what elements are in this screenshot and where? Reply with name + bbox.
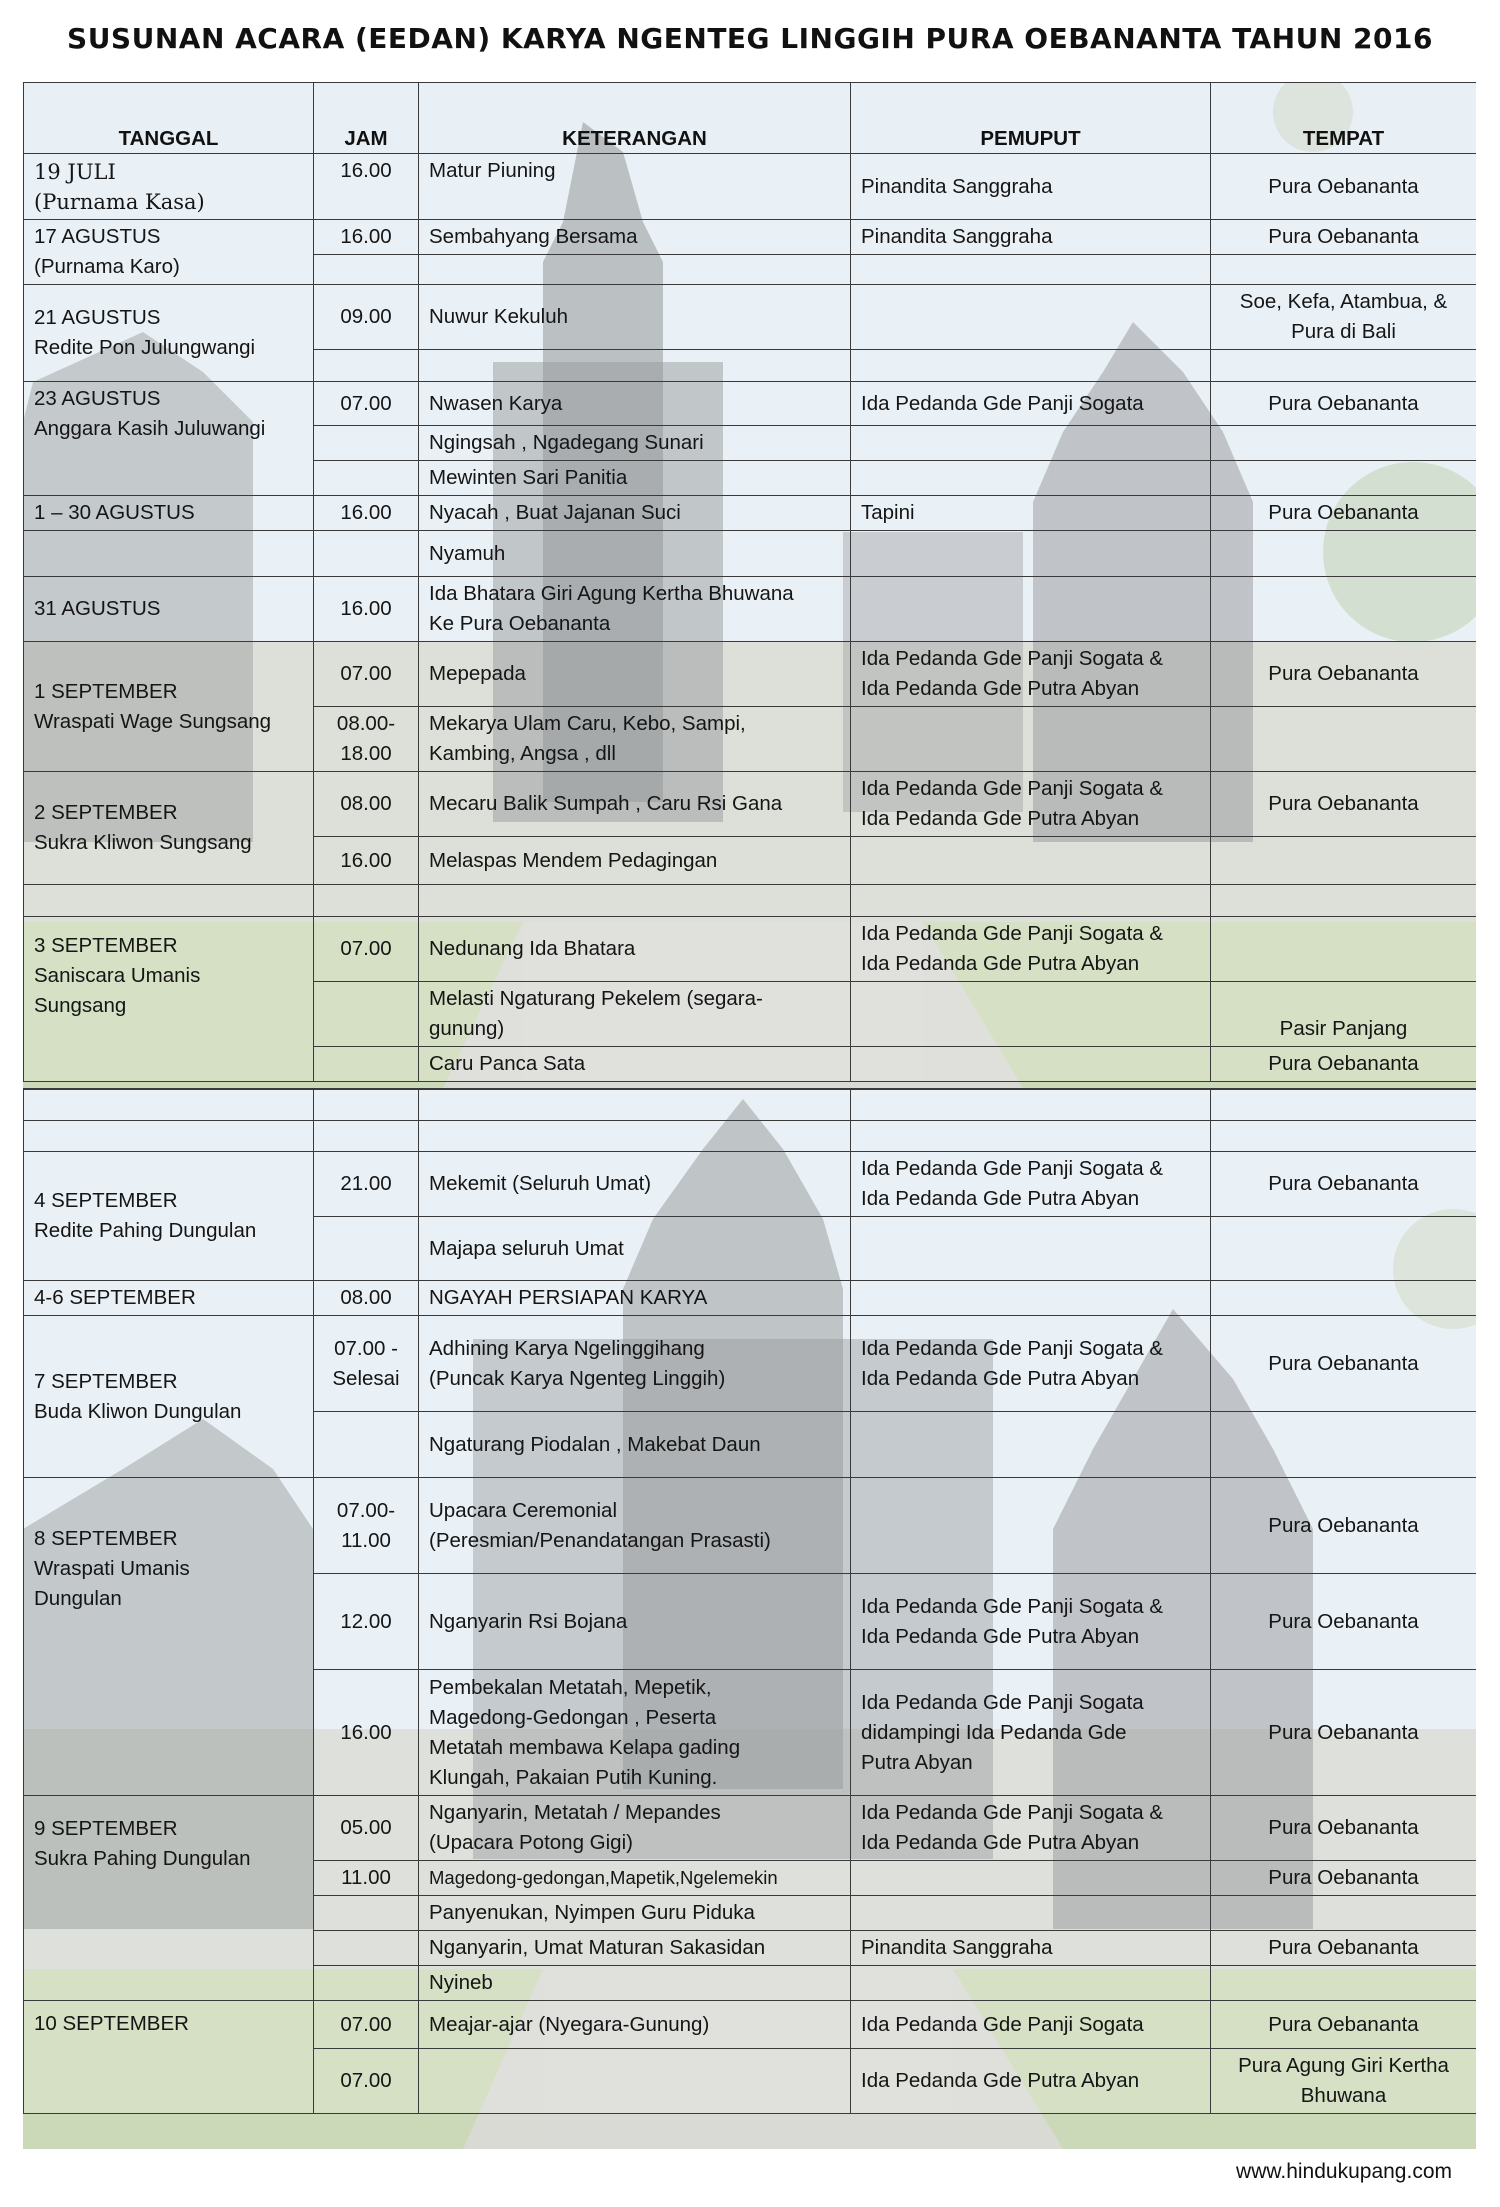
cell-empty: [314, 1412, 419, 1478]
desc-text: Metatah membawa Kelapa gading: [429, 1735, 741, 1759]
header-tanggal: TANGGAL: [24, 83, 314, 154]
cell-tempat: Pura Oebananta: [1211, 154, 1477, 220]
desc-text: Adhining Karya Ngelinggihang: [429, 1336, 705, 1360]
cell-pemuput: Pinandita Sanggraha: [851, 220, 1211, 255]
table-row: [24, 285, 1477, 350]
header-pemuput: PEMUPUT: [851, 83, 1211, 154]
officiant-text: Ida Pedanda Gde Panji Sogata &: [861, 1594, 1164, 1618]
cell-jam: 12.00: [314, 1574, 419, 1670]
cell-keterangan: Nwasen Karya: [419, 382, 851, 426]
desc-text: Ida Bhatara Giri Agung Kertha Bhuwana: [429, 582, 794, 605]
cell-empty: [314, 982, 419, 1047]
cell-empty: [1211, 461, 1477, 496]
cell-keterangan: Panyenukan, Nyimpen Guru Piduka: [419, 1896, 851, 1931]
cell-empty: [1211, 350, 1477, 382]
cell-empty: [1211, 917, 1477, 982]
cell-tanggal: [24, 917, 314, 1082]
cell-empty: [851, 885, 1211, 917]
cell-tempat: Pura Oebananta: [1211, 1478, 1477, 1574]
cell-jam: 07.00: [314, 642, 419, 707]
desc-text: Upacara Ceremonial: [429, 1498, 618, 1522]
cell-empty: [1211, 837, 1477, 885]
cell-keterangan: Mepepada: [419, 642, 851, 707]
date-text: 17 AGUSTUS: [34, 225, 161, 248]
cell-tempat: Pura Oebananta: [1211, 1574, 1477, 1670]
desc-text: Nganyarin, Metatah / Mepandes: [429, 1801, 721, 1824]
cell-empty: [314, 461, 419, 496]
cell-empty: [24, 885, 314, 917]
desc-text: Klungah, Pakaian Putih Kuning.: [429, 1765, 718, 1789]
cell-tanggal: [24, 220, 314, 285]
cell-jam: 16.00: [314, 496, 419, 531]
cell-empty: [314, 531, 419, 577]
schedule-table-2: [23, 1089, 1476, 2114]
officiant-text: Ida Pedanda Gde Panji Sogata &: [861, 1336, 1164, 1360]
table-row: [24, 382, 1477, 426]
cell-pemuput: [851, 1796, 1211, 1861]
day-text: Wraspati Umanis: [34, 1557, 190, 1580]
cell-empty: [1211, 885, 1477, 917]
cell-empty: [1211, 1217, 1477, 1281]
cell-jam: 21.00: [314, 1152, 419, 1217]
desc-text: (Peresmian/Penandatangan Prasasti): [429, 1528, 771, 1552]
day-text: Redite Pon Julungwangi: [34, 336, 256, 359]
table-row: [24, 885, 1477, 917]
date-text: 23 AGUSTUS: [34, 387, 161, 410]
cell-tempat: Pura Oebananta: [1211, 2001, 1477, 2049]
cell-tempat: Pasir Panjang: [1211, 982, 1477, 1047]
cell-keterangan: [419, 577, 851, 642]
cell-pemuput: [851, 1316, 1211, 1412]
cell-empty: [851, 350, 1211, 382]
cell-empty: [419, 1090, 851, 1121]
day-text: Sukra Kliwon Sungsang: [34, 831, 252, 854]
cell-jam: [314, 707, 419, 772]
cell-keterangan: Nganyarin, Umat Maturan Sakasidan: [419, 1931, 851, 1966]
officiant-text: Ida Pedanda Gde Panji Sogata &: [861, 1801, 1164, 1824]
cell-keterangan: Sembahyang Bersama: [419, 220, 851, 255]
cell-tempat: Pura Oebananta: [1211, 1047, 1477, 1082]
day-text: (Purnama Kasa): [34, 189, 205, 214]
cell-tanggal: [24, 1796, 314, 2001]
day-text: Sungsang: [34, 994, 127, 1017]
time-text: 11.00: [341, 1528, 391, 1552]
cell-keterangan: [419, 1316, 851, 1412]
officiant-text: Ida Pedanda Gde Putra Abyan: [861, 1831, 1140, 1854]
cell-empty: [851, 1281, 1211, 1316]
cell-pemuput: Ida Pedanda Gde Panji Sogata: [851, 2001, 1211, 2049]
cell-jam: 16.00: [314, 577, 419, 642]
officiant-text: Ida Pedanda Gde Putra Abyan: [861, 807, 1140, 830]
desc-text: Magedong-Gedongan , Peserta: [429, 1705, 717, 1729]
cell-empty: [851, 577, 1211, 642]
cell-empty: [24, 1121, 314, 1152]
cell-empty: [1211, 1281, 1477, 1316]
place-text: Pura Agung Giri Kertha: [1238, 2054, 1449, 2077]
cell-empty: [314, 1121, 419, 1152]
cell-empty: [419, 1121, 851, 1152]
table-row: [24, 642, 1477, 707]
date-text: 9 SEPTEMBER: [34, 1817, 178, 1840]
date-text: 4 SEPTEMBER: [34, 1189, 178, 1212]
table-row: [24, 1090, 1477, 1121]
time-text: 18.00: [340, 742, 392, 765]
cell-keterangan: Ngaturang Piodalan , Makebat Daun: [419, 1412, 851, 1478]
table-row: [24, 577, 1477, 642]
cell-keterangan: Caru Panca Sata: [419, 1047, 851, 1082]
cell-jam: 16.00: [314, 154, 419, 220]
cell-pemuput: [851, 772, 1211, 837]
date-text: 3 SEPTEMBER: [34, 934, 178, 957]
cell-empty: [314, 1217, 419, 1281]
cell-pemuput: Pinandita Sanggraha: [851, 154, 1211, 220]
cell-keterangan: Nyacah , Buat Jajanan Suci: [419, 496, 851, 531]
cell-keterangan: NGAYAH PERSIAPAN KARYA: [419, 1281, 851, 1316]
cell-keterangan: Ngingsah , Ngadegang Sunari: [419, 426, 851, 461]
cell-pemuput: [851, 1574, 1211, 1670]
place-text: Bhuwana: [1300, 2084, 1387, 2107]
cell-empty: [851, 1090, 1211, 1121]
date-text: 1 SEPTEMBER: [34, 679, 178, 703]
cell-tempat: [1211, 285, 1477, 350]
cell-tempat: Pura Oebananta: [1211, 382, 1477, 426]
cell-empty: [314, 1931, 419, 1966]
cell-keterangan: Mecaru Balik Sumpah , Caru Rsi Gana: [419, 772, 851, 837]
cell-keterangan: [419, 1670, 851, 1796]
cell-keterangan: Meajar-ajar (Nyegara-Gunung): [419, 2001, 851, 2049]
officiant-text: Ida Pedanda Gde Panji Sogata &: [861, 647, 1164, 670]
time-text: 07.00 -: [334, 1336, 398, 1360]
table-row: [24, 772, 1477, 837]
day-text: Dungulan: [34, 1587, 122, 1610]
cell-empty: [851, 1896, 1211, 1931]
cell-pemuput: [851, 642, 1211, 707]
officiant-text: Ida Pedanda Gde Panji Sogata &: [861, 1157, 1164, 1180]
cell-empty: [1211, 577, 1477, 642]
cell-keterangan: Majapa seluruh Umat: [419, 1217, 851, 1281]
cell-tanggal: [24, 1316, 314, 1478]
cell-tempat: Pura Oebananta: [1211, 220, 1477, 255]
cell-empty: [851, 1047, 1211, 1082]
cell-jam: 16.00: [314, 837, 419, 885]
officiant-text: Ida Pedanda Gde Putra Abyan: [861, 1624, 1140, 1648]
cell-keterangan: [419, 982, 851, 1047]
cell-empty: [1211, 1121, 1477, 1152]
day-text: Buda Kliwon Dungulan: [34, 1399, 242, 1423]
cell-empty: [24, 531, 314, 577]
cell-empty: [851, 982, 1211, 1047]
date-text: 2 SEPTEMBER: [34, 801, 178, 824]
cell-keterangan: [419, 1796, 851, 1861]
cell-tanggal: 4-6 SEPTEMBER: [24, 1281, 314, 1316]
cell-pemuput: [851, 1670, 1211, 1796]
cell-jam: 07.00: [314, 2049, 419, 2114]
cell-empty: [314, 1090, 419, 1121]
cell-empty: [1211, 426, 1477, 461]
cell-empty: [851, 1861, 1211, 1896]
table-row: [24, 1121, 1477, 1152]
website-url: www.hindukupang.com: [1236, 2160, 1452, 2183]
time-text: Selesai: [332, 1366, 400, 1390]
table-row: [24, 1281, 1477, 1316]
officiant-text: didampingi Ida Pedanda Gde: [861, 1720, 1127, 1744]
cell-pemuput: [851, 1152, 1211, 1217]
cell-empty: [24, 1090, 314, 1121]
table-row: [24, 1796, 1477, 1861]
table-row: [24, 496, 1477, 531]
place-text: Pura di Bali: [1291, 320, 1396, 343]
cell-empty: [1211, 531, 1477, 577]
cell-tanggal: [24, 382, 314, 496]
cell-empty: [314, 1047, 419, 1082]
table-row: [24, 1316, 1477, 1412]
cell-tanggal: [24, 154, 314, 220]
officiant-text: Ida Pedanda Gde Putra Abyan: [861, 1366, 1140, 1390]
cell-keterangan: Nedunang Ida Bhatara: [419, 917, 851, 982]
date-text: 21 AGUSTUS: [34, 306, 161, 329]
desc-text: (Puncak Karya Ngenteg Linggih): [429, 1366, 726, 1390]
table-row: [24, 154, 1477, 220]
cell-keterangan: Nuwur Kekuluh: [419, 285, 851, 350]
cell-tempat: [1211, 2049, 1477, 2114]
officiant-text: Ida Pedanda Gde Putra Abyan: [861, 1187, 1140, 1210]
cell-tanggal: [24, 772, 314, 885]
cell-pemuput: Ida Pedanda Gde Putra Abyan: [851, 2049, 1211, 2114]
cell-keterangan: Magedong-gedongan,Mapetik,Ngelemekin: [419, 1861, 851, 1896]
cell-jam: 08.00: [314, 1281, 419, 1316]
schedule-block-2: [23, 1088, 1476, 2149]
cell-tanggal: [24, 285, 314, 382]
cell-empty: [1211, 255, 1477, 285]
cell-empty: [419, 2049, 851, 2114]
table-row: [24, 2001, 1477, 2049]
cell-empty: [851, 1478, 1211, 1574]
cell-empty: [314, 1896, 419, 1931]
header-jam: JAM: [314, 83, 419, 154]
schedule-table-1: [23, 82, 1476, 1082]
day-text: (Purnama Karo): [34, 255, 180, 278]
desc-text: Pembekalan Metatah, Mepetik,: [429, 1675, 712, 1699]
day-text: Sukra Pahing Dungulan: [34, 1847, 251, 1870]
date-text: 19 JULI: [34, 159, 116, 184]
cell-tempat: Pura Oebananta: [1211, 1316, 1477, 1412]
cell-keterangan: Melaspas Mendem Pedagingan: [419, 837, 851, 885]
cell-empty: [851, 1121, 1211, 1152]
day-text: Anggara Kasih Juluwangi: [34, 417, 266, 440]
table-row: [24, 1152, 1477, 1217]
date-text: 7 SEPTEMBER: [34, 1369, 178, 1393]
desc-text: Ke Pura Oebananta: [429, 612, 611, 635]
cell-tanggal: 10 SEPTEMBER: [24, 2001, 314, 2114]
cell-jam: 07.00: [314, 917, 419, 982]
page-title: SUSUNAN ACARA (EEDAN) KARYA NGENTEG LINGGIH PURA OEBANANTA TAHUN 2016: [67, 22, 1433, 55]
cell-tanggal: [24, 1152, 314, 1281]
cell-empty: [851, 707, 1211, 772]
cell-empty: [851, 837, 1211, 885]
date-text: 8 SEPTEMBER: [34, 1527, 178, 1550]
day-text: Saniscara Umanis: [34, 964, 201, 987]
cell-empty: [1211, 1412, 1477, 1478]
cell-empty: [314, 255, 419, 285]
cell-pemuput: [851, 917, 1211, 982]
cell-jam: 09.00: [314, 285, 419, 350]
officiant-text: Ida Pedanda Gde Putra Abyan: [861, 677, 1140, 700]
cell-keterangan: Mewinten Sari Panitia: [419, 461, 851, 496]
officiant-text: Ida Pedanda Gde Panji Sogata: [861, 1690, 1144, 1714]
time-text: 07.00-: [336, 1498, 396, 1522]
cell-empty: [1211, 1966, 1477, 2001]
cell-tanggal: [24, 1478, 314, 1796]
officiant-text: Putra Abyan: [861, 1750, 973, 1774]
cell-tempat: Pura Oebananta: [1211, 772, 1477, 837]
header-keterangan: KETERANGAN: [419, 83, 851, 154]
table-row: [24, 220, 1477, 255]
desc-text: Kambing, Angsa , dll: [429, 742, 616, 765]
cell-empty: [851, 461, 1211, 496]
cell-pemuput: Ida Pedanda Gde Panji Sogata: [851, 382, 1211, 426]
desc-text: (Upacara Potong Gigi): [429, 1831, 633, 1854]
cell-tempat: Pura Oebananta: [1211, 1931, 1477, 1966]
cell-keterangan: Matur Piuning: [419, 154, 851, 220]
desc-text: gunung): [429, 1017, 505, 1040]
cell-tempat: Pura Oebananta: [1211, 1796, 1477, 1861]
cell-tempat: Pura Oebananta: [1211, 496, 1477, 531]
cell-keterangan: Nyamuh: [419, 531, 851, 577]
cell-empty: [314, 1966, 419, 2001]
cell-tanggal: [24, 642, 314, 772]
desc-text: Melasti Ngaturang Pekelem (segara-: [429, 987, 763, 1010]
cell-empty: [419, 350, 851, 382]
cell-keterangan: Nganyarin Rsi Bojana: [419, 1574, 851, 1670]
cell-empty: [851, 285, 1211, 350]
cell-tempat: Pura Oebananta: [1211, 642, 1477, 707]
schedule-block-1: [23, 82, 1476, 1088]
cell-tempat: Pura Oebananta: [1211, 1861, 1477, 1896]
table-row: [24, 1478, 1477, 1574]
cell-pemuput: Tapini: [851, 496, 1211, 531]
cell-jam: 07.00: [314, 2001, 419, 2049]
cell-empty: [851, 1412, 1211, 1478]
cell-empty: [314, 885, 419, 917]
cell-jam: 08.00: [314, 772, 419, 837]
cell-empty: [851, 426, 1211, 461]
cell-jam: 16.00: [314, 1670, 419, 1796]
table-row: [24, 917, 1477, 982]
cell-jam: 11.00: [314, 1861, 419, 1896]
cell-tanggal: 31 AGUSTUS: [24, 577, 314, 642]
day-text: Wraspati Wage Sungsang: [34, 709, 272, 733]
cell-keterangan: Nyineb: [419, 1966, 851, 2001]
officiant-text: Ida Pedanda Gde Panji Sogata &: [861, 922, 1164, 945]
cell-jam: [314, 1478, 419, 1574]
cell-tempat: Pura Oebananta: [1211, 1670, 1477, 1796]
table-row: [24, 531, 1477, 577]
cell-jam: 16.00: [314, 220, 419, 255]
officiant-text: Ida Pedanda Gde Putra Abyan: [861, 952, 1140, 975]
cell-empty: [851, 531, 1211, 577]
header-tempat: TEMPAT: [1211, 83, 1477, 154]
cell-empty: [851, 255, 1211, 285]
cell-pemuput: Pinandita Sanggraha: [851, 1931, 1211, 1966]
cell-empty: [1211, 1896, 1477, 1931]
cell-empty: [419, 885, 851, 917]
cell-empty: [314, 350, 419, 382]
cell-jam: [314, 1316, 419, 1412]
cell-tempat: Pura Oebananta: [1211, 1152, 1477, 1217]
cell-keterangan: [419, 707, 851, 772]
day-text: Redite Pahing Dungulan: [34, 1219, 257, 1242]
cell-empty: [851, 1966, 1211, 2001]
cell-empty: [1211, 707, 1477, 772]
place-text: Soe, Kefa, Atambua, &: [1239, 290, 1448, 313]
time-text: 08.00-: [336, 712, 396, 735]
officiant-text: Ida Pedanda Gde Panji Sogata &: [861, 777, 1164, 800]
cell-empty: [314, 426, 419, 461]
cell-empty: [1211, 1090, 1477, 1121]
cell-empty: [419, 255, 851, 285]
cell-tanggal: 1 – 30 AGUSTUS: [24, 496, 314, 531]
cell-keterangan: Mekemit (Seluruh Umat): [419, 1152, 851, 1217]
cell-empty: [851, 1217, 1211, 1281]
cell-jam: 05.00: [314, 1796, 419, 1861]
desc-text: Mekarya Ulam Caru, Kebo, Sampi,: [429, 712, 746, 735]
cell-jam: 07.00: [314, 382, 419, 426]
cell-keterangan: [419, 1478, 851, 1574]
